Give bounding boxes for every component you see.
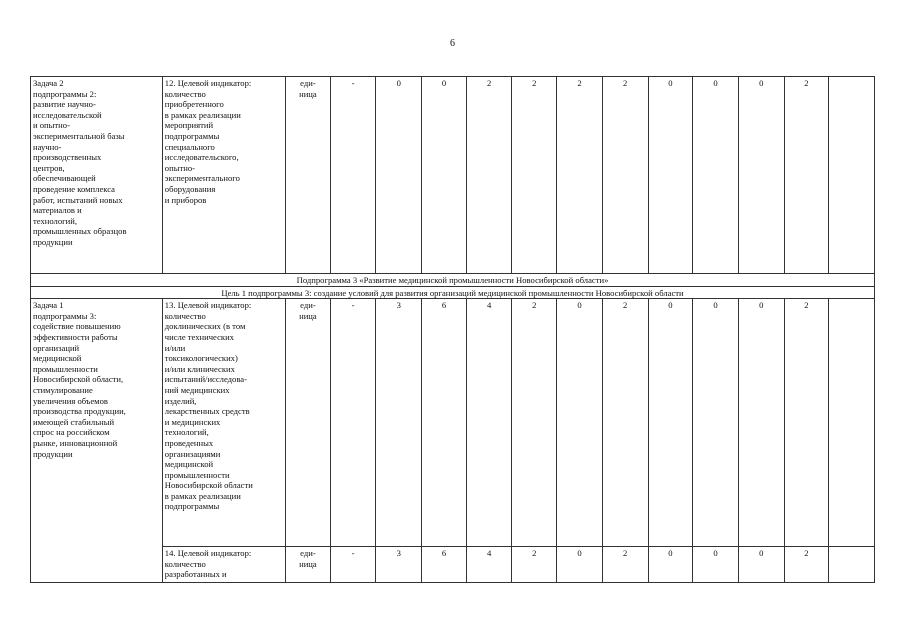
- value-cell: 3: [376, 547, 422, 583]
- value-cell: [829, 77, 875, 274]
- value-cell: [829, 547, 875, 583]
- value-cell: 2: [512, 299, 557, 547]
- value-cell: 0: [738, 299, 784, 547]
- indicator-cell: 13. Целевой индикатор: количество доклинических (в том числе технических и/или токсикологических) и/или клинических испытаний/исследова- ний медицинских изделий, лекарственных средств и медицинских технологий, проведенных организациями медицинской промышленности Новосибирской области в рамках реализации подпрограммы: [162, 299, 285, 547]
- value-cell: 0: [557, 547, 603, 583]
- value-cell: -: [330, 77, 376, 274]
- unit-cell: еди- ница: [286, 547, 331, 583]
- value-cell: 0: [738, 77, 784, 274]
- section-header-row: [31, 274, 875, 287]
- indicator-cell: 12. Целевой индикатор: количество приобретенного в рамках реализации мероприятий подпрограммы специального исследовательского, опытно- экспериментального оборудования и приборов: [162, 77, 285, 274]
- value-cell: 2: [784, 547, 829, 583]
- value-cell: 4: [466, 547, 512, 583]
- value-cell: 0: [693, 547, 739, 583]
- value-cell: 2: [602, 547, 648, 583]
- value-cell: 2: [466, 77, 512, 274]
- value-cell: 0: [557, 299, 603, 547]
- value-cell: -: [330, 547, 376, 583]
- value-cell: 2: [557, 77, 603, 274]
- task-cell: Задача 2 подпрограммы 2: развитие научно- исследовательской и опытно- экспериментальной базы научно- производственных центров, обеспечивающей проведение комплекса работ, испытаний новых материалов и технологий, промышленных образцов продукции: [31, 77, 163, 274]
- indicator-cell: 14. Целевой индикатор: количество разработанных и: [162, 547, 285, 583]
- value-cell: 2: [602, 299, 648, 547]
- value-cell: 2: [512, 547, 557, 583]
- value-cell: 0: [648, 77, 693, 274]
- subprogram-title: Подпрограмма 3 «Развитие медицинской промышленности Новосибирской области»: [31, 274, 875, 287]
- value-cell: 3: [376, 299, 422, 547]
- value-cell: 0: [648, 547, 693, 583]
- value-cell: 0: [738, 547, 784, 583]
- value-cell: 4: [466, 299, 512, 547]
- unit-cell: еди- ница: [286, 77, 331, 274]
- table-row: [31, 77, 875, 274]
- value-cell: 0: [422, 77, 467, 274]
- task-cell: Задача 1 подпрограммы 3: содействие повышению эффективности работы организаций медицинской промышленности Новосибирской области, стимулирование увеличения объемов производства продукции, имеющей стабильный спрос на российском рынке, инновационной продукции: [31, 299, 163, 583]
- value-cell: -: [330, 299, 376, 547]
- value-cell: 6: [422, 547, 467, 583]
- value-cell: 2: [784, 299, 829, 547]
- page-number: 6: [450, 38, 455, 49]
- value-cell: 2: [602, 77, 648, 274]
- value-cell: 0: [376, 77, 422, 274]
- value-cell: [829, 299, 875, 547]
- value-cell: 6: [422, 299, 467, 547]
- table-row: [31, 299, 875, 547]
- unit-cell: еди- ница: [286, 299, 331, 547]
- value-cell: 0: [693, 299, 739, 547]
- indicators-table: [30, 76, 875, 583]
- value-cell: 2: [784, 77, 829, 274]
- section-header-row: [31, 286, 875, 299]
- value-cell: 0: [648, 299, 693, 547]
- value-cell: 0: [693, 77, 739, 274]
- goal-title: Цель 1 подпрограммы 3: создание условий для развития организаций медицинской промышленности Новосибирской области: [31, 286, 875, 299]
- value-cell: 2: [512, 77, 557, 274]
